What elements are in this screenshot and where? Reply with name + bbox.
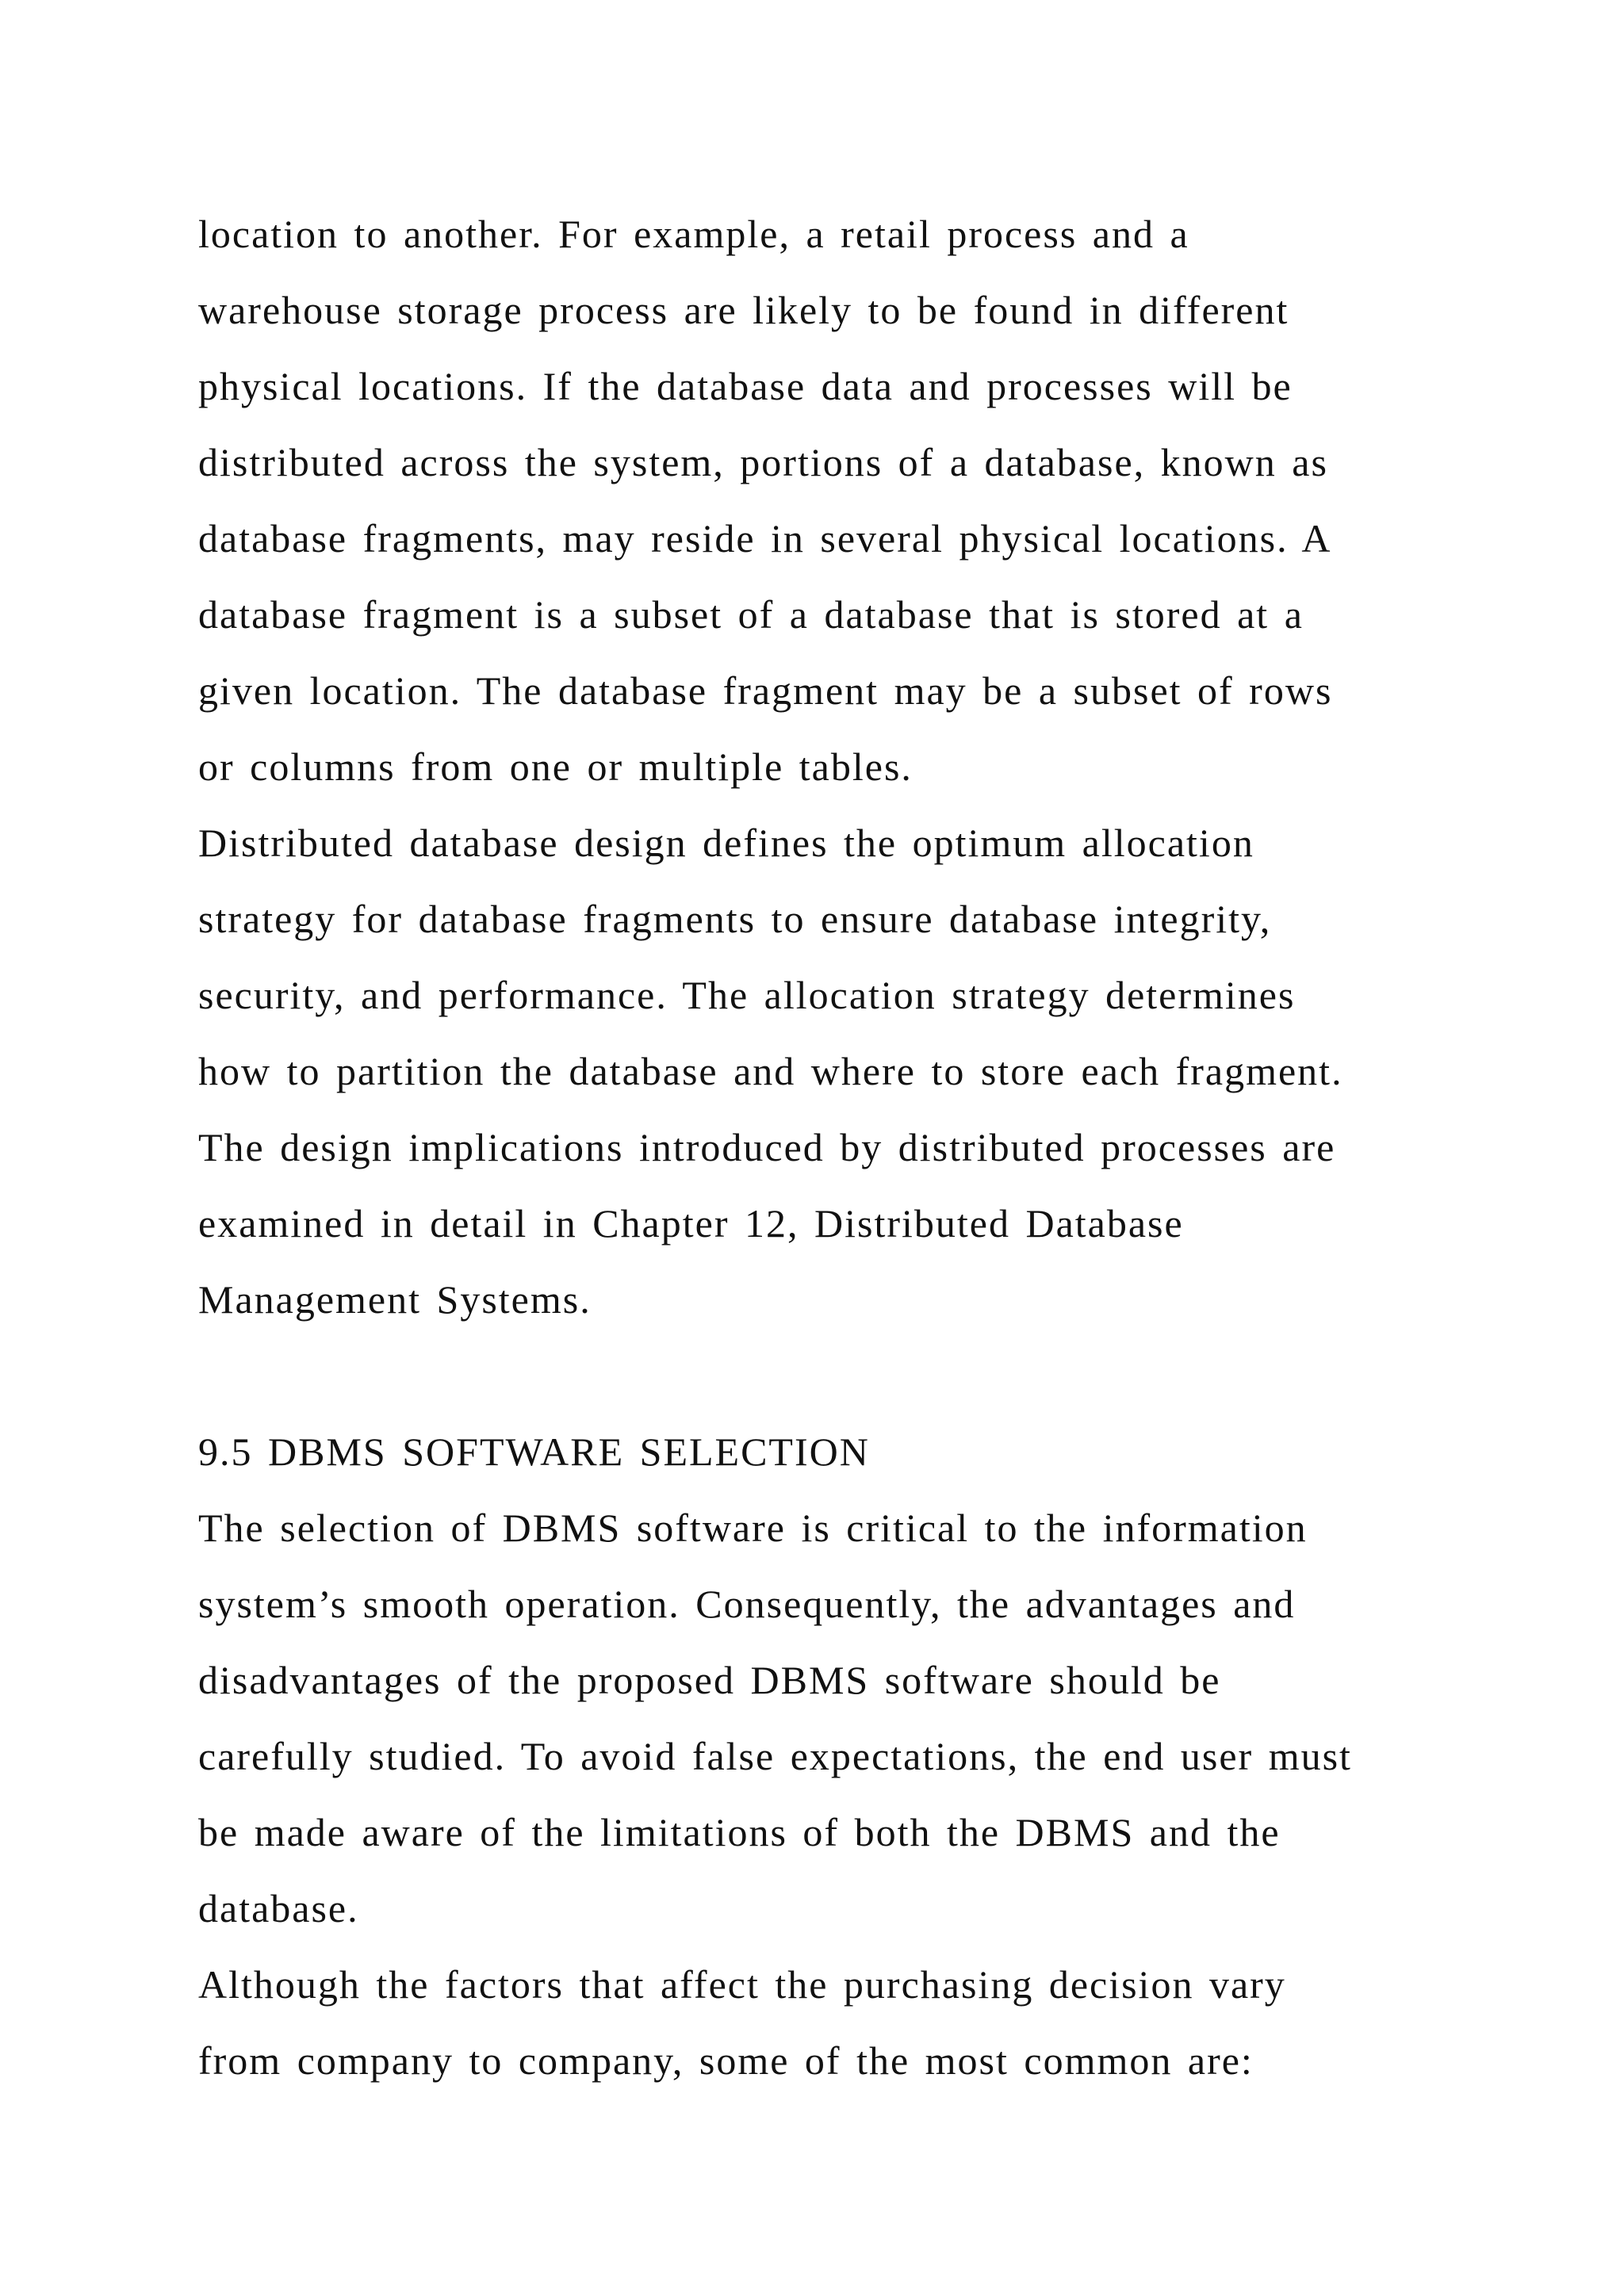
text-line: distributed across the system, portions of a database, known as bbox=[198, 440, 1328, 484]
text-line: carefully studied. To avoid false expectations, the end user must bbox=[198, 1734, 1352, 1778]
page-text bbox=[198, 196, 1507, 2099]
text-line: examined in detail in Chapter 12, Distributed Database bbox=[198, 1201, 1184, 1246]
section-spacer bbox=[198, 1337, 1507, 1414]
text-line: physical locations. If the database data and processes will be bbox=[198, 364, 1293, 408]
text-line: security, and performance. The allocation strategy determines bbox=[198, 973, 1296, 1017]
text-line: database fragment is a subset of a database that is stored at a bbox=[198, 592, 1304, 637]
text-line: The design implications introduced by distributed processes are bbox=[198, 1125, 1336, 1169]
text-line: system’s smooth operation. Consequently, the advantages and bbox=[198, 1582, 1296, 1626]
paragraph-purchasing-factors bbox=[198, 1946, 1507, 2099]
text-line: location to another. For example, a retail process and a bbox=[198, 212, 1189, 256]
section-heading: 9.5 DBMS SOFTWARE SELECTION bbox=[198, 1429, 870, 1474]
text-line: be made aware of the limitations of both the DBMS and the bbox=[198, 1810, 1281, 1854]
paragraph-dbms-selection bbox=[198, 1490, 1507, 1946]
text-line: disadvantages of the proposed DBMS software should be bbox=[198, 1658, 1221, 1702]
text-line: Although the factors that affect the purchasing decision vary bbox=[198, 1962, 1286, 2007]
text-line: from company to company, some of the most common are: bbox=[198, 2038, 1254, 2083]
paragraph-distribution-locations bbox=[198, 196, 1507, 805]
text-line: how to partition the database and where to store each fragment. bbox=[198, 1049, 1343, 1093]
text-line: strategy for database fragments to ensure database integrity, bbox=[198, 897, 1272, 941]
paragraph-distributed-design bbox=[198, 805, 1507, 1337]
text-line: warehouse storage process are likely to be found in different bbox=[198, 288, 1289, 332]
text-line: The selection of DBMS software is critical to the information bbox=[198, 1506, 1308, 1550]
text-line: database. bbox=[198, 1886, 359, 1931]
text-line: or columns from one or multiple tables. bbox=[198, 744, 913, 789]
text-line: database fragments, may reside in several physical locations. A bbox=[198, 516, 1332, 561]
text-line: given location. The database fragment may be a subset of rows bbox=[198, 668, 1333, 713]
text-line: Distributed database design defines the optimum allocation bbox=[198, 821, 1254, 865]
text-line: Management Systems. bbox=[198, 1277, 592, 1322]
